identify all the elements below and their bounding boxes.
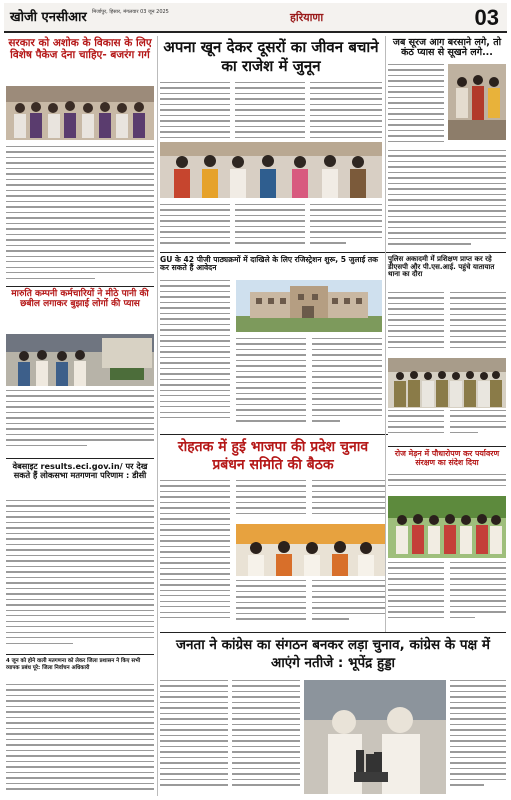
headline: पुलिस अकादमी में प्रशिक्षण प्राप्त कर रहे डीएसपी और पी.एस.आई. पहुंचे यातायात थाना का दौरा bbox=[388, 255, 495, 279]
article-bottom bbox=[160, 636, 506, 672]
press-conference-photo bbox=[304, 680, 446, 794]
headline: सरकार को अशोक के विकास के लिए विशेष पैकेज देना चाहिए- बजरंग गर्ग bbox=[8, 37, 152, 61]
article-body-right-mid-d bbox=[450, 410, 506, 440]
meeting-photo bbox=[236, 524, 386, 576]
headline: रोहतक में हुई भाजपा की प्रदेश चुनाव प्रबंधन समिति की बैठक bbox=[177, 439, 369, 473]
headline: जनता ने कांग्रेस का संगठन बनकर लड़ा चुनाव, कांग्रेस के पक्ष में आएंगे नतीजे : भूपेंद्र हुड्डा bbox=[176, 637, 490, 671]
article-body-center-top-d bbox=[160, 204, 230, 250]
article-body-center-mid-c bbox=[312, 338, 382, 430]
article-body-center-low-a bbox=[160, 480, 230, 628]
brand-name: खोजी एनसीआर bbox=[10, 10, 87, 25]
article-center-mid bbox=[160, 256, 382, 273]
article-body-right-low-c bbox=[450, 562, 506, 628]
issue-meta: मिर्जापुर, हिसार, मंगलवार 03 जून 2025 bbox=[92, 9, 169, 15]
article-left-bottom-box bbox=[6, 658, 154, 672]
article-body-right-mid-a bbox=[388, 292, 444, 356]
article-center-top bbox=[160, 38, 382, 76]
article-body-right-low-b bbox=[388, 562, 444, 628]
article-right-top bbox=[388, 38, 506, 59]
headline: अपना खून देकर दूसरों का जीवन बचाने का राजेश में जुनून bbox=[163, 38, 379, 75]
article-body-center-top-c bbox=[310, 82, 382, 142]
article-body-center-top-b bbox=[235, 82, 305, 142]
article-body-right-mid-c bbox=[388, 410, 444, 440]
article-right-mid bbox=[388, 256, 506, 279]
article-body-center-low-b bbox=[236, 480, 306, 522]
university-building-photo bbox=[236, 280, 382, 332]
blood-donation-photo bbox=[160, 142, 382, 198]
article-body-bottom-b bbox=[232, 680, 300, 796]
article-body-center-mid-a bbox=[160, 280, 230, 430]
water-distribution-photo bbox=[448, 64, 506, 140]
article-left-mid bbox=[6, 290, 154, 310]
article-body-center-top-a bbox=[160, 82, 230, 142]
headline: जब सूरज आग बरसाने लगे, तो कंठ प्यास से सूखने लगे... bbox=[392, 37, 502, 59]
article-body-left-bottom bbox=[6, 684, 154, 796]
article-center-low bbox=[160, 438, 386, 474]
police-visit-photo bbox=[388, 358, 506, 408]
article-body-bottom-a bbox=[160, 680, 228, 796]
headline: रोज मेड़न में पौधारोपण कर पर्यावरण संरक्षण का संदेश दिया bbox=[394, 449, 500, 467]
masthead bbox=[4, 3, 507, 33]
article-body-center-low-c bbox=[312, 480, 386, 522]
article-body-center-low-d bbox=[236, 580, 306, 630]
article-body-left-low bbox=[6, 500, 154, 650]
headline: वेबसाइट results.eci.gov.in/ पर देख सकते हैं लोकसभा मतगणना परिणाम : डीसी bbox=[12, 461, 148, 481]
article-body-center-top-e bbox=[235, 204, 305, 250]
article-body-bottom-c bbox=[450, 680, 506, 796]
section-title: हरियाणा bbox=[290, 11, 324, 24]
headline: 4 जून को होने वाली मतगणना को लेकर जिला प्रशासन ने किए सभी व्यापक प्रबंध पूरे: जिला निर्वाचन अधिकारी bbox=[6, 658, 141, 671]
article-body-right-top-a bbox=[388, 64, 444, 146]
article-left-top bbox=[6, 38, 154, 61]
article-right-low bbox=[388, 450, 506, 467]
article-body-center-mid-b bbox=[236, 338, 306, 430]
chhabeel-photo bbox=[6, 334, 154, 386]
article-body-center-low-e bbox=[312, 580, 386, 630]
article-body-right-low-a bbox=[388, 474, 506, 494]
group-photo bbox=[6, 86, 154, 140]
page-number: 03 bbox=[474, 5, 499, 30]
headline: मारुति कम्पनी कर्मचारियों ने मीठे पानी की छबील लगाकर बुझाई लोगों की प्यास bbox=[11, 289, 149, 309]
article-body-center-top-f bbox=[310, 204, 382, 250]
headline: GU के 42 पीजी पाठ्यक्रमों में दाखिले के लिए रजिस्ट्रेशन शुरू, 5 जुलाई तक कर सकते हैं आवेदन bbox=[160, 255, 378, 273]
article-body-left-mid bbox=[6, 390, 154, 454]
plantation-photo bbox=[388, 496, 506, 558]
article-body-right-mid-b bbox=[450, 292, 506, 356]
article-body-left-top bbox=[6, 146, 154, 284]
article-left-low bbox=[6, 462, 154, 480]
article-body-right-top-b bbox=[388, 150, 506, 250]
